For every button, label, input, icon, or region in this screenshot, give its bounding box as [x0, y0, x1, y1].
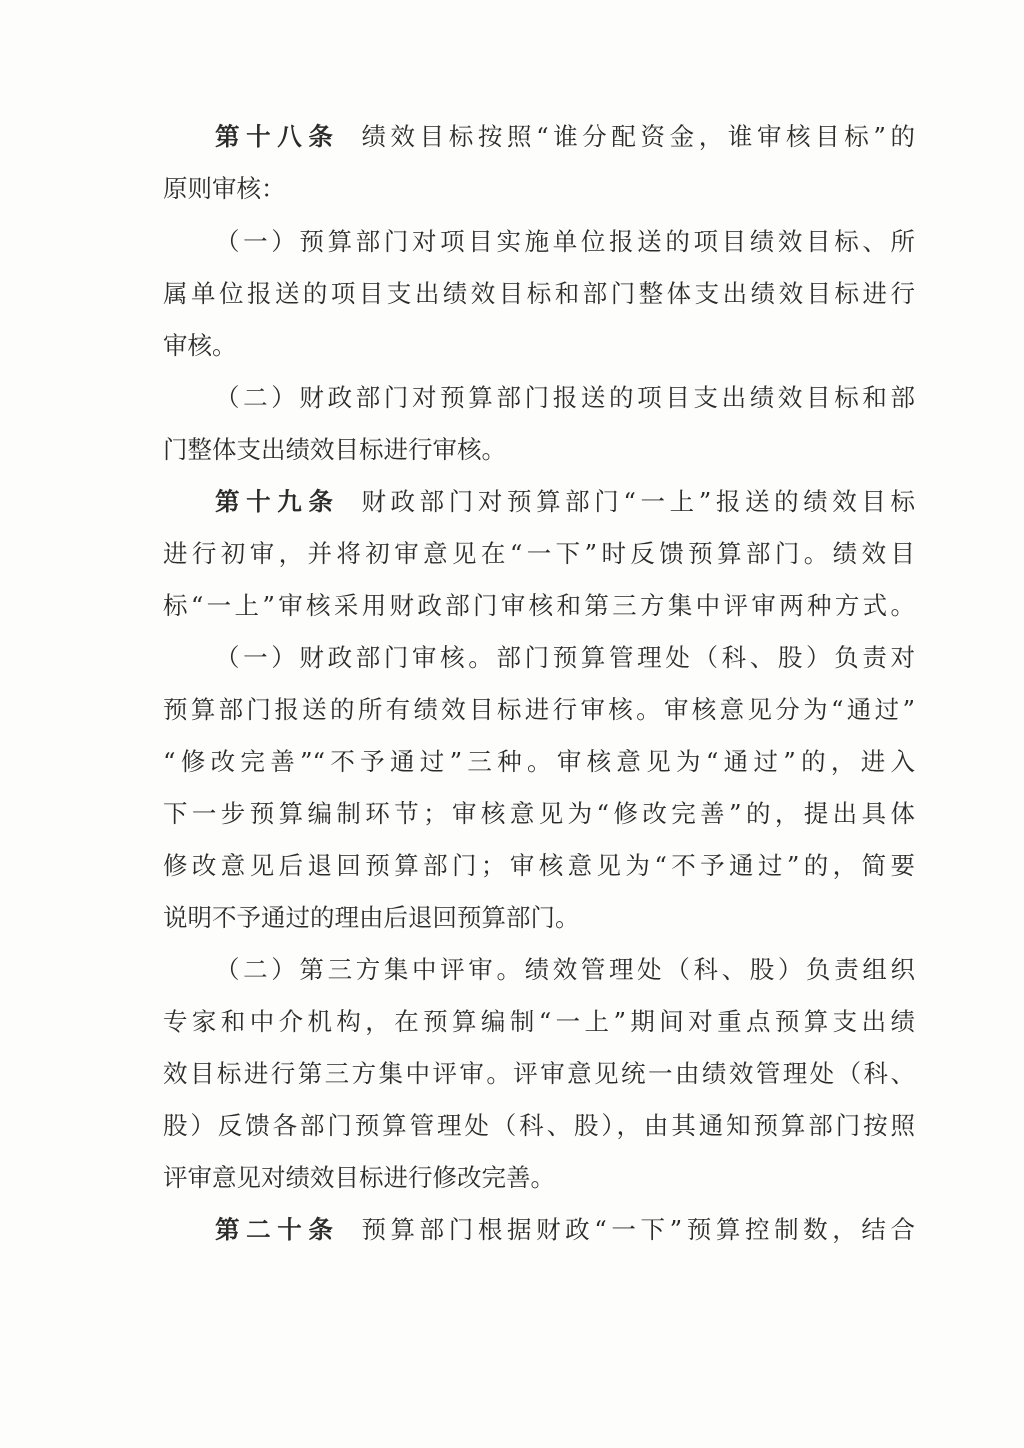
article-18-item-2-line-1: （二）财政部门对预算部门报送的项目支出绩效目标和部 [215, 383, 915, 412]
article-20-text: 预算部门根据财政“一下”预算控制数，结合 [361, 1215, 915, 1244]
article-18-heading: 第十八条 [215, 122, 340, 151]
article-19-line-2: 进行初审，并将初审意见在“一下”时反馈预算部门。绩效目 [163, 539, 915, 568]
article-19-item-1-line-3: “修改完善”“不予通过”三种。审核意见为“通过”的，进入 [163, 747, 915, 776]
article-20-heading: 第二十条 [215, 1215, 340, 1244]
article-18-item-2-line-2: 门整体支出绩效目标进行审核。 [163, 435, 506, 464]
article-19-line-3: 标“一上”审核采用财政部门审核和第三方集中评审两种方式。 [163, 591, 915, 620]
article-19-item-1-line-1: （一）财政部门审核。部门预算管理处（科、股）负责对 [215, 643, 915, 672]
article-18-item-1-line-3: 审核。 [163, 331, 237, 360]
article-19-item-2-line-3: 效目标进行第三方集中评审。评审意见统一由绩效管理处（科、 [163, 1059, 915, 1088]
article-18-text: 绩效目标按照“谁分配资金，谁审核目标”的 [361, 122, 915, 151]
article-20-line-1 [215, 1215, 915, 1244]
article-19-item-1-line-4: 下一步预算编制环节；审核意见为“修改完善”的，提出具体 [163, 799, 915, 828]
article-19-item-2-line-5: 评审意见对绩效目标进行修改完善。 [163, 1163, 555, 1192]
article-19-item-2-line-4: 股）反馈各部门预算管理处（科、股），由其通知预算部门按照 [163, 1111, 915, 1140]
article-19-item-2-line-2: 专家和中介机构，在预算编制“一上”期间对重点预算支出绩 [163, 1007, 915, 1036]
article-19-item-1-line-2: 预算部门报送的所有绩效目标进行审核。审核意见分为“通过” [163, 695, 915, 724]
article-19-item-1-line-6: 说明不予通过的理由后退回预算部门。 [163, 903, 580, 932]
article-18-line-2: 原则审核： [163, 174, 286, 203]
article-18-item-1-line-2: 属单位报送的项目支出绩效目标和部门整体支出绩效目标进行 [163, 279, 915, 308]
article-18-line-1 [215, 122, 915, 151]
article-19-item-1-line-5: 修改意见后退回预算部门；审核意见为“不予通过”的，简要 [163, 851, 915, 880]
article-18-item-1-line-1: （一）预算部门对项目实施单位报送的项目绩效目标、所 [215, 227, 915, 256]
article-19-item-2-line-1: （二）第三方集中评审。绩效管理处（科、股）负责组织 [215, 955, 915, 984]
article-19-heading: 第十九条 [215, 487, 340, 516]
article-19-line-1 [215, 487, 915, 516]
article-19-text: 财政部门对预算部门“一上”报送的绩效目标 [361, 487, 915, 516]
